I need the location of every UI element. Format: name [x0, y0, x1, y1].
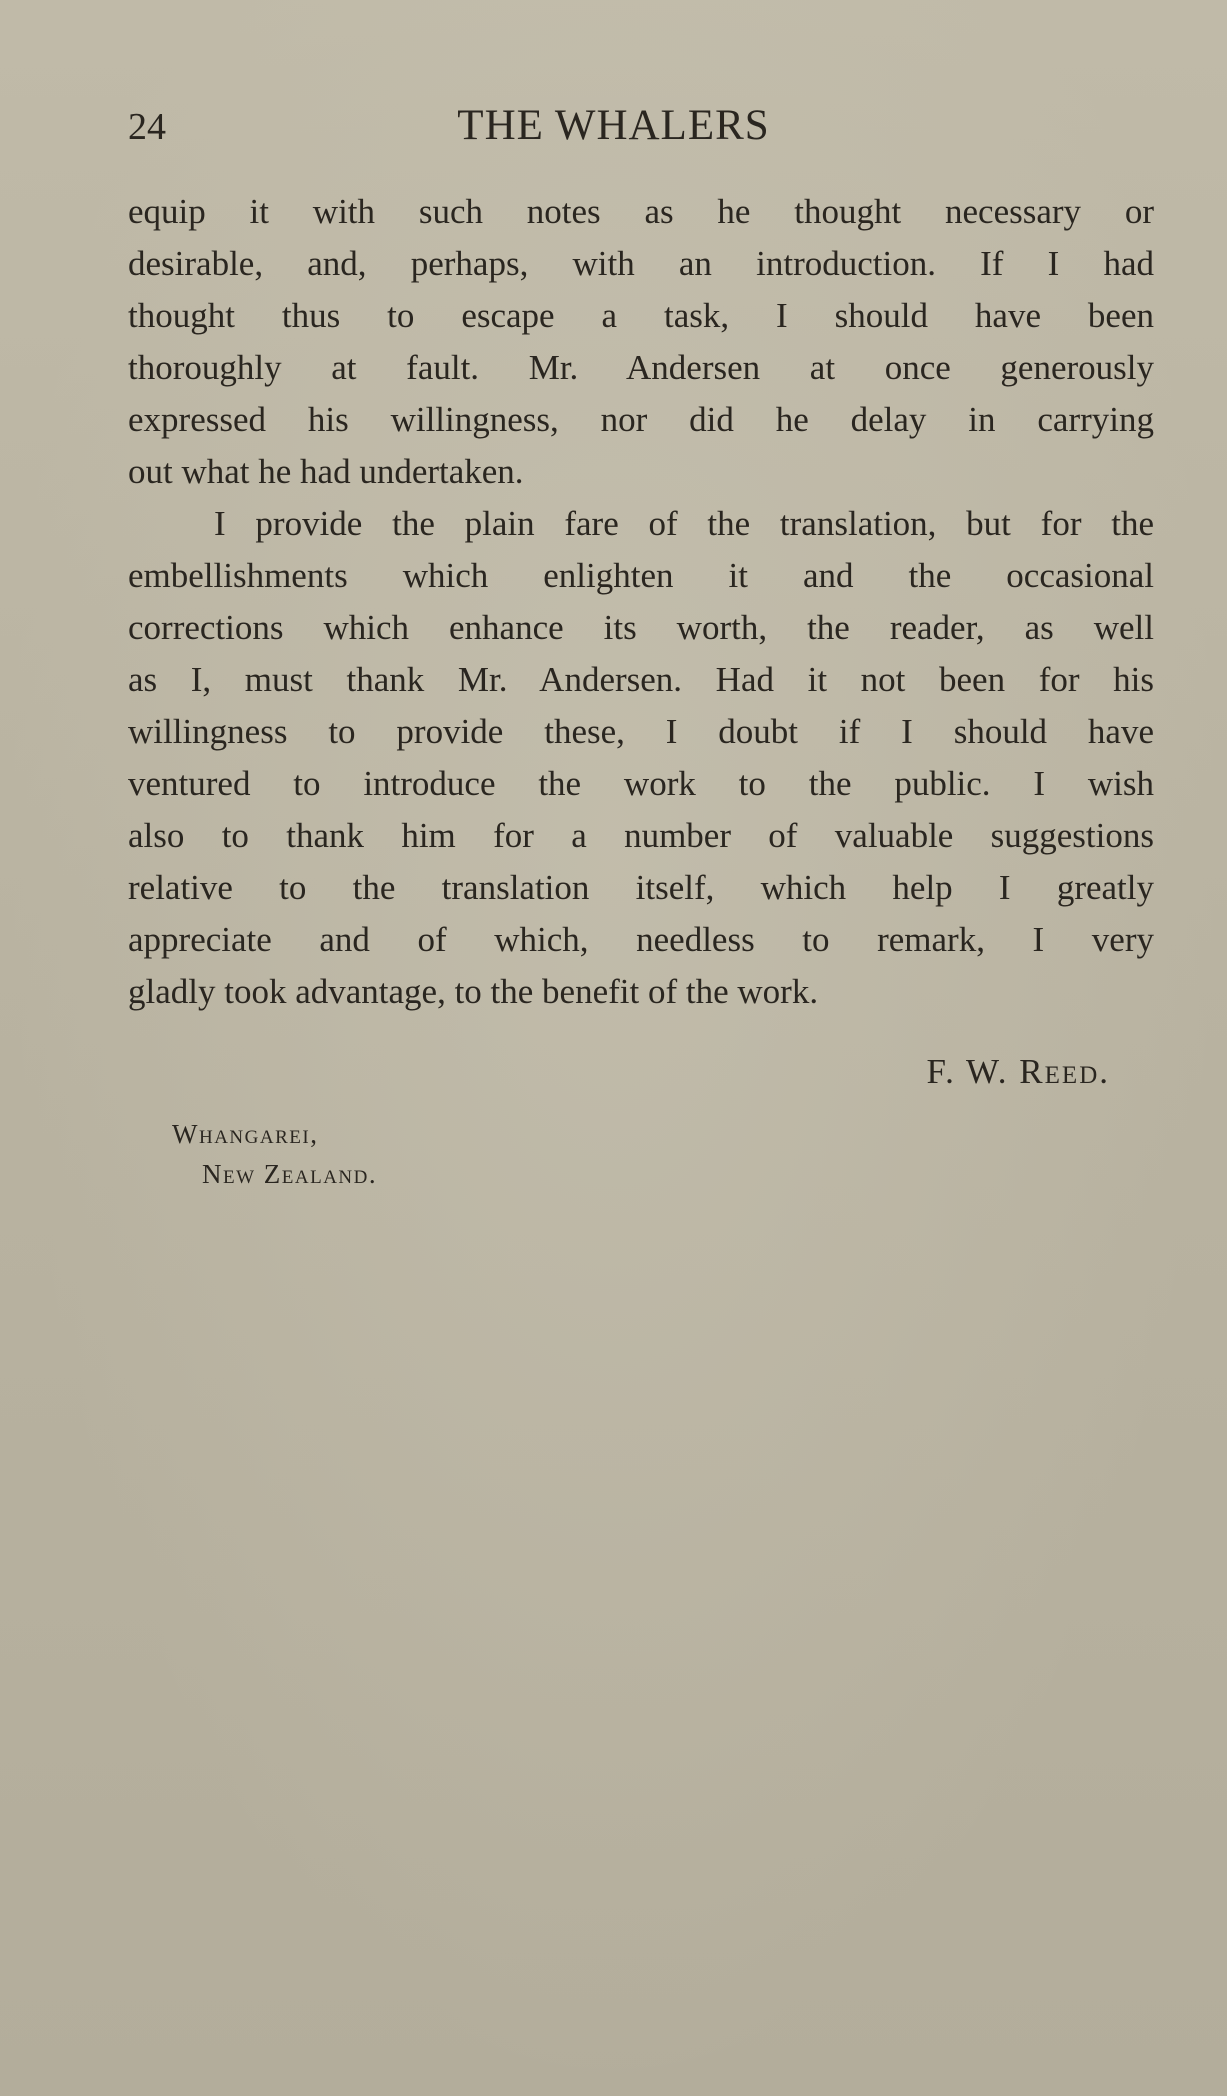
place-of-writing	[172, 1114, 377, 1194]
text-line: corrections which enhance its worth, the reader, as well	[128, 608, 1154, 647]
text-line: expressed his willingness, nor did he delay in carrying	[128, 400, 1154, 439]
text-line: thoroughly at fault. Mr. Andersen at once generously	[128, 348, 1154, 387]
page-number: 24	[128, 106, 166, 148]
text-line: relative to the translation itself, which help I greatly	[128, 868, 1154, 907]
text-line: gladly took advantage, to the benefit of the work.	[128, 972, 819, 1011]
text-line: embellishments which enlighten it and the occasional	[128, 556, 1154, 595]
text-line: thought thus to escape a task, I should have been	[128, 296, 1154, 335]
text-line: willingness to provide these, I doubt if I should have	[128, 712, 1154, 751]
text-line: equip it with such notes as he thought necessary or	[128, 192, 1154, 231]
text-line: desirable, and, perhaps, with an introduction. If I had	[128, 244, 1154, 283]
body-text	[128, 186, 1154, 1018]
text-line: also to thank him for a number of valuable suggestions	[128, 816, 1154, 855]
text-line: appreciate and of which, needless to remark, I very	[128, 920, 1154, 959]
author-signature	[926, 1054, 1110, 1089]
text-line: I provide the plain fare of the translation, but for the	[214, 504, 1154, 543]
place-line-2: New Zealand.	[202, 1159, 378, 1189]
running-head-title: THE WHALERS	[457, 102, 770, 149]
paragraph-1	[128, 186, 1154, 498]
paragraph-2	[128, 498, 1154, 1018]
text-line: as I, must thank Mr. Andersen. Had it not been for his	[128, 660, 1154, 699]
text-line: ventured to introduce the work to the public. I wish	[128, 764, 1154, 803]
signature-text: F. W. Reed.	[926, 1052, 1110, 1091]
place-line-1: Whangarei,	[172, 1119, 319, 1149]
text-line: out what he had undertaken.	[128, 452, 524, 491]
